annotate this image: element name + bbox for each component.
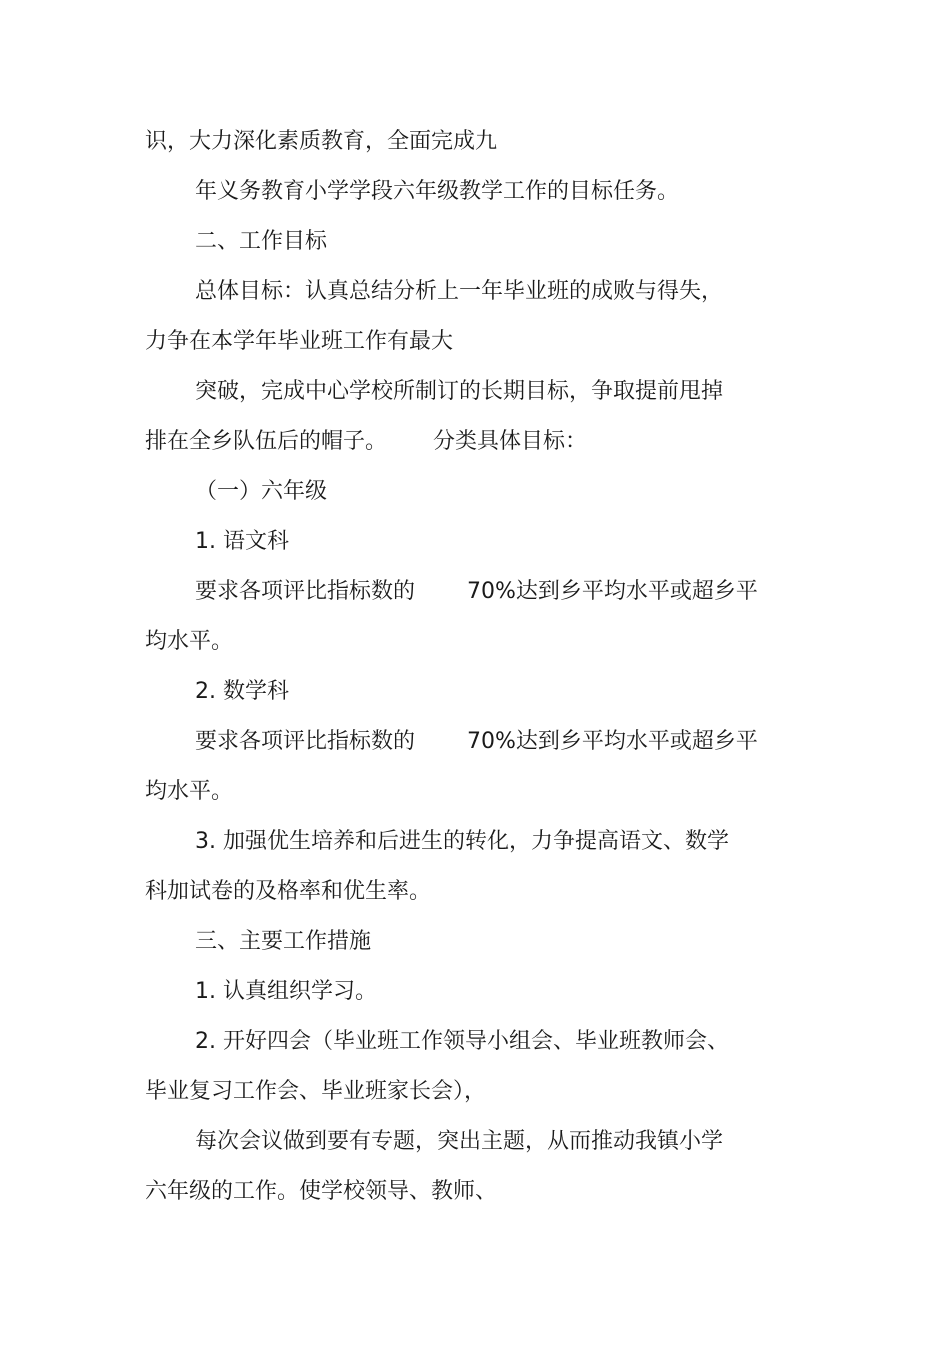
text-line: 年义务教育小学学段六年级教学工作的目标任务。: [195, 179, 680, 204]
list-item: 2. 数学科: [195, 679, 289, 704]
text-line: [145, 428, 587, 456]
text-line: 突破，完成中心学校所制订的长期目标，争取提前甩掉: [195, 379, 724, 404]
section-heading: 三、主要工作措施: [195, 929, 372, 954]
text-line: 六年级的工作。使学校领导、教师、: [145, 1179, 498, 1204]
list-item: 1. 语文科: [195, 529, 289, 554]
text-segment: 70%达到乡平均水平或超乡平: [467, 579, 758, 604]
text-line: 总体目标：认真总结分析上一年毕业班的成败与得失，: [195, 279, 724, 304]
section-heading: 二、工作目标: [195, 229, 328, 254]
list-item: 1. 认真组织学习。: [195, 979, 377, 1004]
text-segment: 要求各项评比指标数的: [195, 729, 416, 754]
text-segment: 要求各项评比指标数的: [195, 579, 416, 604]
text-segment: 分类具体目标：: [433, 429, 588, 454]
text-segment: 排在全乡队伍后的帽子。: [145, 429, 388, 454]
subsection-heading: （一）六年级: [195, 479, 328, 504]
text-line: [195, 728, 758, 756]
text-line: 每次会议做到要有专题，突出主题，从而推动我镇小学: [195, 1129, 724, 1154]
text-line: 毕业复习工作会、毕业班家长会），: [145, 1079, 487, 1104]
list-item: 2. 开好四会（毕业班工作领导小组会、毕业班教师会、: [195, 1029, 729, 1054]
text-line: 均水平。: [145, 779, 234, 804]
text-line: 识，大力深化素质教育，全面完成九: [145, 129, 498, 154]
text-line: 科加试卷的及格率和优生率。: [145, 879, 432, 904]
text-line: 力争在本学年毕业班工作有最大: [145, 329, 454, 354]
text-segment: 70%达到乡平均水平或超乡平: [467, 729, 758, 754]
text-line: 均水平。: [145, 629, 234, 654]
text-line: [195, 578, 758, 606]
list-item: 3. 加强优生培养和后进生的转化，力争提高语文、数学: [195, 829, 729, 854]
